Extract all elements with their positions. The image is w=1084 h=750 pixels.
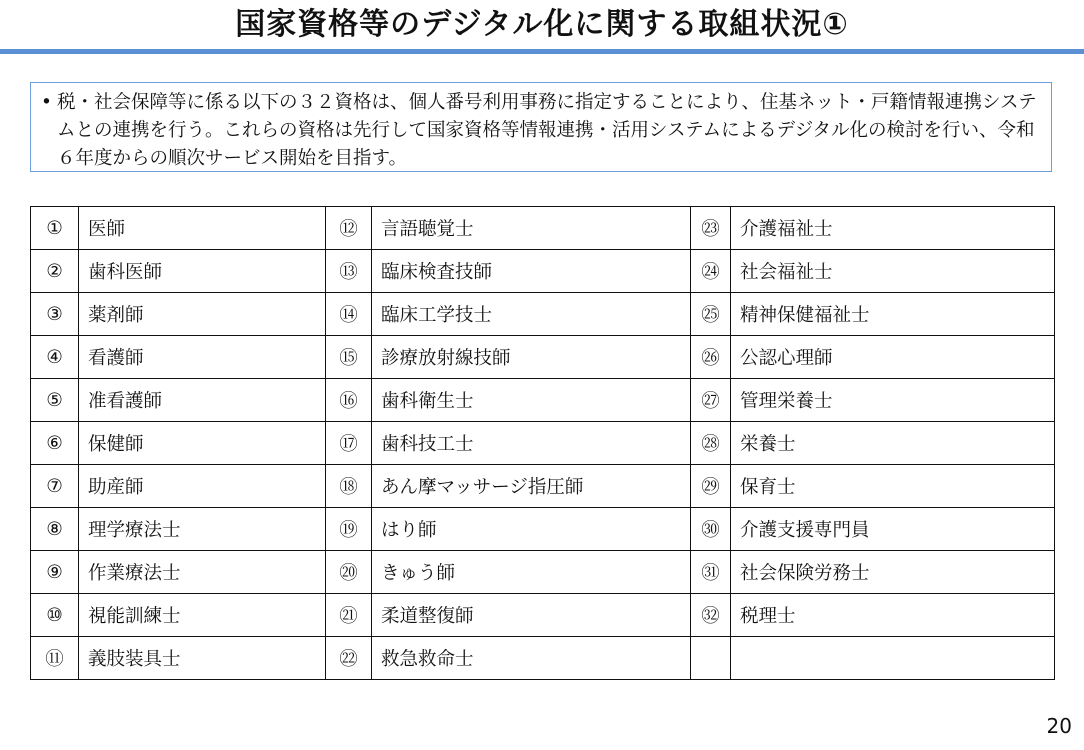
qualification-name: きゅう師	[372, 551, 691, 594]
qualification-name: 看護師	[79, 336, 326, 379]
qualification-name: 視能訓練士	[79, 594, 326, 637]
qualification-number: ㉖	[691, 336, 731, 379]
qualification-name: 歯科衛生士	[372, 379, 691, 422]
qualification-number: ⑮	[326, 336, 372, 379]
table-row	[31, 508, 1055, 551]
qualification-name: 臨床工学技士	[372, 293, 691, 336]
table-row	[31, 293, 1055, 336]
qualification-name: 作業療法士	[79, 551, 326, 594]
table-row	[31, 551, 1055, 594]
qualification-name: 柔道整復師	[372, 594, 691, 637]
qualification-name: はり師	[372, 508, 691, 551]
qualification-name: 保育士	[731, 465, 1055, 508]
page-number: 20	[1046, 714, 1072, 738]
table-row	[31, 250, 1055, 293]
qualification-name: 歯科医師	[79, 250, 326, 293]
qualification-name: 公認心理師	[731, 336, 1055, 379]
qualification-name	[731, 637, 1055, 680]
qualification-number: ㉒	[326, 637, 372, 680]
summary-box	[30, 82, 1052, 172]
qualification-number: ⑩	[31, 594, 79, 637]
qualification-number: ㉑	[326, 594, 372, 637]
qualification-name: 臨床検査技師	[372, 250, 691, 293]
qualification-number: ㉚	[691, 508, 731, 551]
qualification-name: 理学療法士	[79, 508, 326, 551]
qualification-number: ⑲	[326, 508, 372, 551]
qualification-number: ⑤	[31, 379, 79, 422]
qualification-number: ⑪	[31, 637, 79, 680]
qualification-name: 介護福祉士	[731, 207, 1055, 250]
table-row	[31, 422, 1055, 465]
table-row	[31, 637, 1055, 680]
qualification-number	[691, 637, 731, 680]
qualification-number: ㉓	[691, 207, 731, 250]
qualification-name: 介護支援専門員	[731, 508, 1055, 551]
qualification-name: 歯科技工士	[372, 422, 691, 465]
qualification-name: 義肢装具士	[79, 637, 326, 680]
qualification-number: ④	[31, 336, 79, 379]
qualification-name: 救急救命士	[372, 637, 691, 680]
qualification-name: あん摩マッサージ指圧師	[372, 465, 691, 508]
table-row	[31, 594, 1055, 637]
table-row	[31, 465, 1055, 508]
qualification-number: ②	[31, 250, 79, 293]
qualification-name: 社会福祉士	[731, 250, 1055, 293]
qualification-name: 社会保険労務士	[731, 551, 1055, 594]
qualification-number: ⑬	[326, 250, 372, 293]
qualification-name: 精神保健福祉士	[731, 293, 1055, 336]
qualification-number: ⑦	[31, 465, 79, 508]
qualification-name: 助産師	[79, 465, 326, 508]
qualification-number: ⑳	[326, 551, 372, 594]
page-title: 国家資格等のデジタル化に関する取組状況①	[235, 7, 849, 42]
qualification-name: 管理栄養士	[731, 379, 1055, 422]
qualification-number: ⑰	[326, 422, 372, 465]
qualification-number: ③	[31, 293, 79, 336]
qualification-name: 保健師	[79, 422, 326, 465]
qualification-number: ㉔	[691, 250, 731, 293]
table-row	[31, 379, 1055, 422]
qualification-number: ⑧	[31, 508, 79, 551]
qualification-number: ㉕	[691, 293, 731, 336]
qualification-name: 薬剤師	[79, 293, 326, 336]
qualification-name: 医師	[79, 207, 326, 250]
bullet-marker: •	[41, 92, 52, 113]
qualification-number: ①	[31, 207, 79, 250]
qualification-number: ⑭	[326, 293, 372, 336]
qualification-number: ⑱	[326, 465, 372, 508]
qualification-number: ㉗	[691, 379, 731, 422]
qualification-name: 栄養士	[731, 422, 1055, 465]
qualification-name: 診療放射線技師	[372, 336, 691, 379]
table-row	[31, 336, 1055, 379]
qualification-name: 言語聴覚士	[372, 207, 691, 250]
qualification-table	[30, 206, 1055, 680]
qualification-name: 税理士	[731, 594, 1055, 637]
qualification-number: ⑯	[326, 379, 372, 422]
qualification-number: ⑥	[31, 422, 79, 465]
qualification-number: ⑫	[326, 207, 372, 250]
qualification-number: ㉛	[691, 551, 731, 594]
qualification-number: ㉘	[691, 422, 731, 465]
table-body	[31, 207, 1055, 680]
table-row	[31, 207, 1055, 250]
title-underline	[0, 49, 1084, 54]
summary-text: 税・社会保障等に係る以下の３２資格は、個人番号利用事務に指定することにより、住基ネット・戸籍情報連携システムとの連携を行う。これらの資格は先行して国家資格等情報連携・活用システムによるデジタル化の検討を行い、令和６年度からの順次サービス開始を目指す。	[57, 92, 1037, 169]
qualification-name: 准看護師	[79, 379, 326, 422]
qualification-number: ㉙	[691, 465, 731, 508]
qualification-number: ㉜	[691, 594, 731, 637]
qualification-number: ⑨	[31, 551, 79, 594]
